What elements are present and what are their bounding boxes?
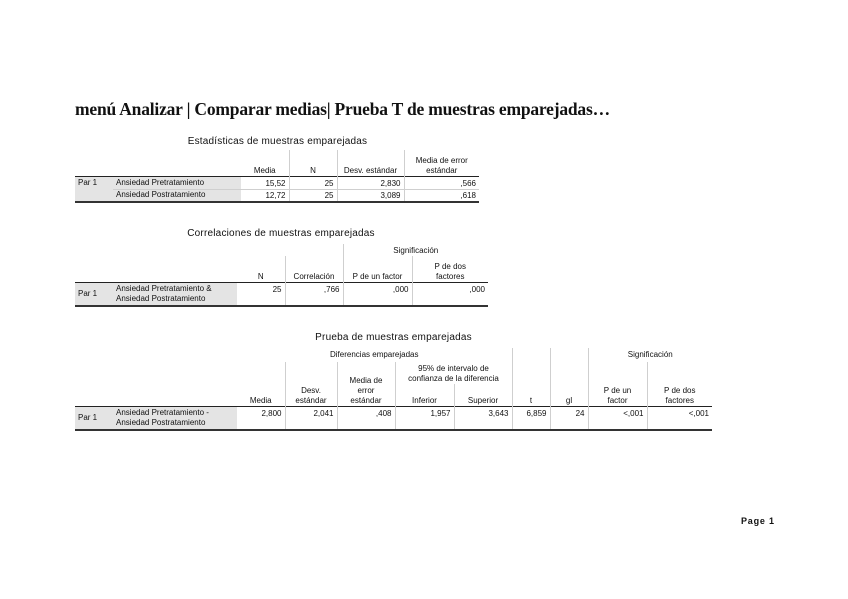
col-desv: Desv. estándar: [337, 150, 404, 176]
cell-inferior: 1,957: [395, 406, 454, 430]
cell-superior: 3,643: [454, 406, 512, 430]
cell-p-uno: ,000: [343, 282, 412, 306]
col-n: N: [289, 150, 337, 176]
cell-p-uno: <,001: [588, 406, 647, 430]
col-inferior: Inferior: [395, 384, 454, 406]
cell-desv: 3,089: [337, 189, 404, 202]
col-desv: Desv. estándar: [285, 362, 337, 406]
col-significacion: Significación: [343, 244, 488, 256]
cell-n: 25: [237, 282, 285, 306]
cell-desv: 2,041: [285, 406, 337, 430]
table1-title: Estadísticas de muestras emparejadas: [187, 136, 368, 147]
paired-correlations-table: [75, 244, 488, 307]
document-heading: menú Analizar | Comparar medias| Prueba T de muestras emparejadas…: [75, 99, 610, 119]
col-media: Media: [249, 395, 272, 405]
cell-error: ,408: [337, 406, 395, 430]
paired-test-table: [75, 348, 712, 431]
cell-media: 2,800: [237, 406, 285, 430]
col-error: Media de error estándar: [337, 362, 395, 406]
col-p-uno: P de un factor: [343, 256, 412, 282]
paired-statistics-table: [75, 150, 479, 203]
cell-t: 6,859: [512, 406, 550, 430]
page-number: Page 1: [741, 516, 775, 526]
cell-error: ,566: [404, 176, 479, 189]
cell-desv: 2,830: [337, 176, 404, 189]
col-media: Media: [253, 165, 276, 175]
row-label: Ansiedad Pretratamiento: [113, 176, 241, 189]
col-p-uno: P de un factor: [588, 362, 647, 406]
cell-n: 25: [289, 189, 337, 202]
table3-title: Prueba de muestras emparejadas: [315, 332, 472, 343]
col-diferencias: Diferencias emparejadas: [330, 350, 419, 359]
cell-p-dos: <,001: [647, 406, 712, 430]
col-n: N: [257, 271, 264, 281]
par-label: Par 1: [75, 282, 113, 306]
col-error: Media de error estándar: [404, 150, 479, 176]
cell-correlacion: ,766: [285, 282, 343, 306]
col-gl: gl: [550, 362, 588, 406]
col-significacion: Significación: [588, 348, 712, 362]
col-p-dos: P de dos factores: [412, 256, 488, 282]
cell-p-dos: ,000: [412, 282, 488, 306]
col-superior: Superior: [454, 384, 512, 406]
row-label: Ansiedad Postratamiento: [113, 189, 241, 202]
col-p-dos: P de dos factores: [647, 362, 712, 406]
cell-media: 15,52: [241, 176, 289, 189]
cell-gl: 24: [550, 406, 588, 430]
row-label: Ansiedad Pretratamiento - Ansiedad Postratamiento: [113, 406, 237, 430]
table2-title: Correlaciones de muestras emparejadas: [187, 228, 375, 239]
col-intervalo: 95% de intervalo de confianza de la diferencia: [395, 362, 512, 384]
col-correlacion: Correlación: [285, 256, 343, 282]
cell-error: ,618: [404, 189, 479, 202]
par-label: Par 1: [75, 176, 113, 189]
row-label: Ansiedad Pretratamiento & Ansiedad Postratamiento: [113, 282, 237, 306]
col-t: t: [512, 362, 550, 406]
par-label: Par 1: [75, 406, 113, 430]
cell-n: 25: [289, 176, 337, 189]
cell-media: 12,72: [241, 189, 289, 202]
